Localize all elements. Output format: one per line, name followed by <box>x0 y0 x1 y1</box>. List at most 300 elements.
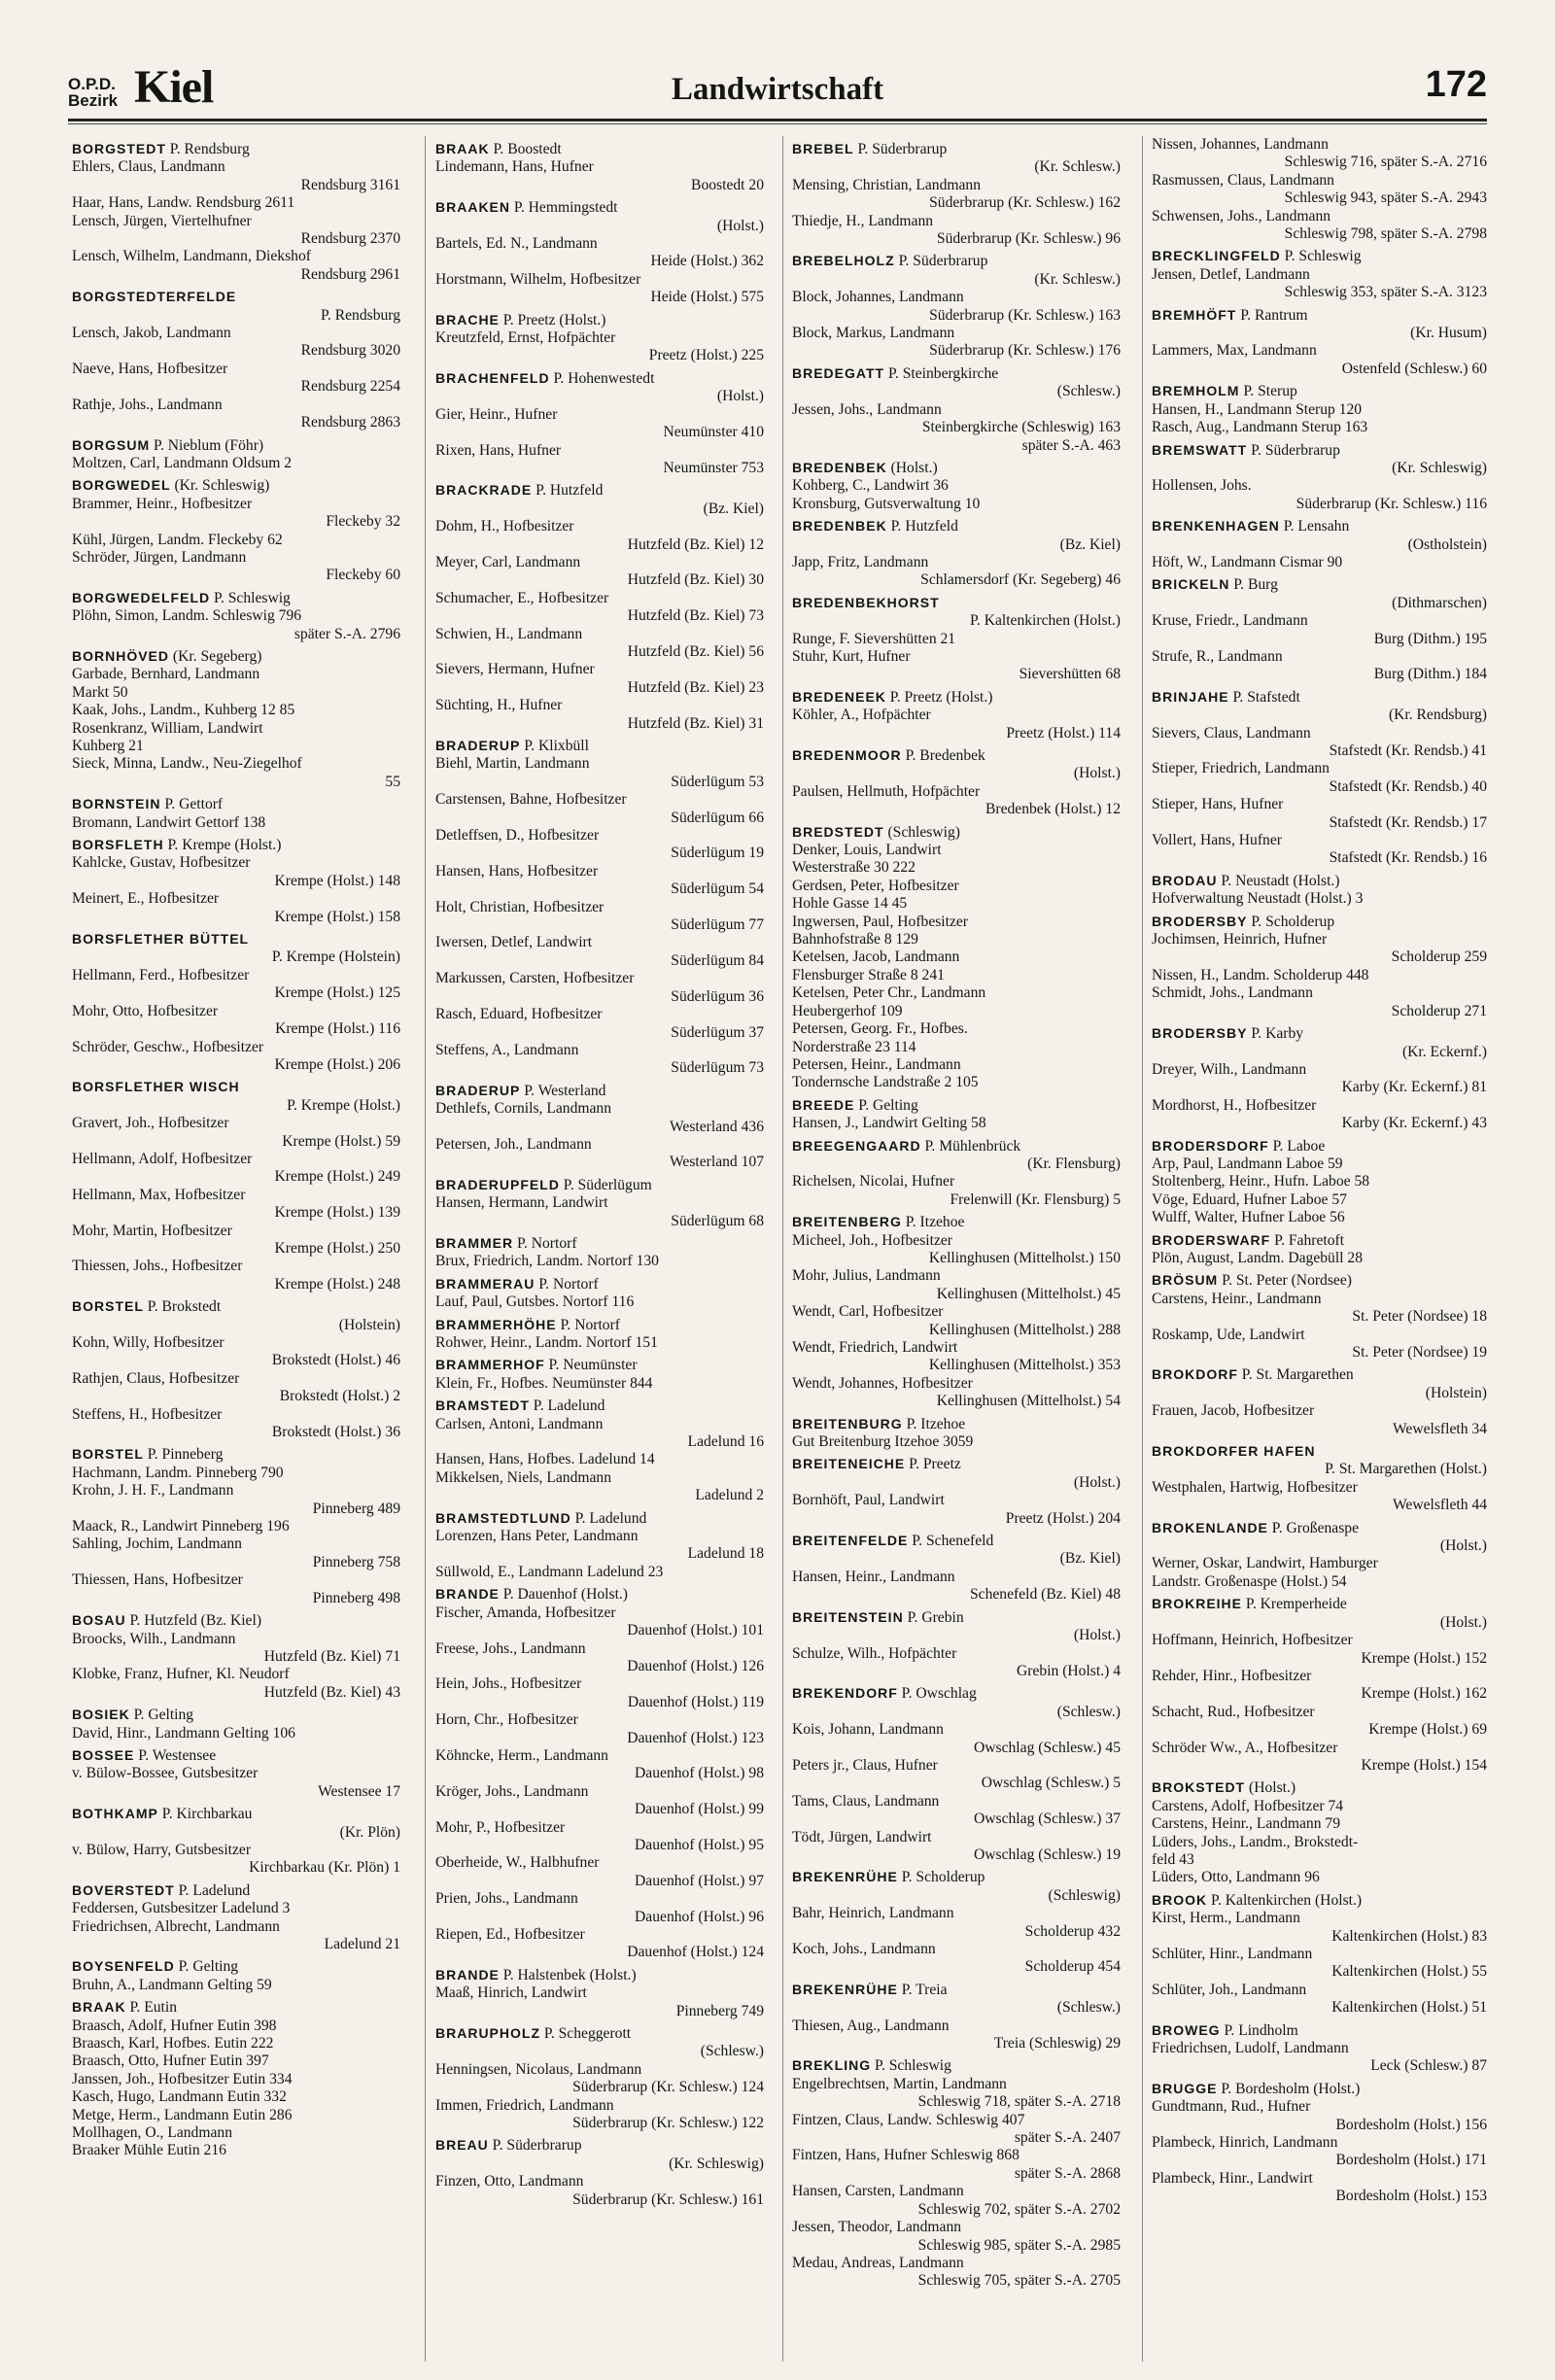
opd-text: O.P.D. <box>68 75 116 93</box>
entry-line: Wendt, Johannes, Hofbesitzer <box>792 1374 973 1392</box>
postal-office: P. Lindholm <box>1220 2021 1298 2039</box>
entry-line: Gier, Heinr., Hufner <box>435 405 558 423</box>
entry-phone-line: (Kr. Schleswig) <box>669 2155 764 2172</box>
entry-phone-line: Owschlag (Schlesw.) 5 <box>981 1775 1121 1792</box>
entry-line: Dreyer, Wilh., Landmann <box>1152 1060 1307 1078</box>
entry-phone-line: Stafstedt (Kr. Rendsb.) 16 <box>1329 849 1487 867</box>
place-name: BREBEL <box>792 141 854 156</box>
postal-office: P. Westerland <box>520 1082 606 1099</box>
entry-line: Mohr, P., Hofbesitzer <box>435 1818 566 1836</box>
place-heading <box>1152 441 1487 460</box>
entry-line: Hellmann, Adolf, Hofbesitzer <box>72 1150 253 1167</box>
place-name: BORGSTEDTERFELDE <box>72 289 237 305</box>
place-heading <box>435 1585 764 1604</box>
entry-line: Rehder, Hinr., Hofbesitzer <box>1152 1667 1312 1684</box>
entry-phone-line: Brokstedt (Holst.) 2 <box>279 1388 400 1405</box>
place-heading <box>435 1356 764 1374</box>
entry-line: Petersen, Heinr., Landmann <box>792 1055 961 1073</box>
entry-phone-line: Owschlag (Schlesw.) 45 <box>974 1739 1121 1756</box>
entry-line: Schröder Ww., A., Hofbesitzer <box>1152 1739 1338 1756</box>
postal-office: P. Hohenwestedt <box>549 369 655 387</box>
place-heading <box>72 1805 400 1823</box>
place-name: BOSAU <box>72 1612 126 1629</box>
entry-line: Sieck, Minna, Landw., Neu-Ziegelhof <box>72 755 302 773</box>
entry-line: Carstens, Heinr., Landmann 79 <box>1152 1815 1341 1833</box>
entry-phone-line: Brokstedt (Holst.) 36 <box>271 1424 400 1441</box>
entry-phone-line: Rendsburg 2863 <box>300 414 400 431</box>
entry-line: Block, Johannes, Landmann <box>792 289 964 306</box>
entry-line: Gerdsen, Peter, Hofbesitzer <box>792 877 959 894</box>
entry-line: Kois, Johann, Landmann <box>792 1721 944 1739</box>
place-heading <box>792 1213 1121 1231</box>
place-heading <box>72 1445 400 1464</box>
entry-phone-line: Westerland 436 <box>669 1118 764 1135</box>
entry-phone-line: (Kr. Eckernf.) <box>1401 1043 1487 1060</box>
entry-line: Kröger, Johs., Landmann <box>435 1782 589 1800</box>
place-name: BORSTEL <box>72 1446 144 1463</box>
postal-office: P. Hutzfeld <box>886 518 958 535</box>
entry-phone-line: Krempe (Holst.) 152 <box>1361 1649 1487 1667</box>
place-heading <box>72 436 400 455</box>
postal-office: P. Bredenbek <box>901 747 985 764</box>
entry-phone-line: Ladelund 16 <box>687 1433 764 1451</box>
entry-line: Riepen, Ed., Hofbesitzer <box>435 1926 585 1943</box>
entry-phone-line: Pinneberg 758 <box>312 1553 400 1570</box>
entry-phone-line: Schleswig 985, später S.-A. 2985 <box>917 2236 1121 2254</box>
entry-phone-line: Grebin (Holst.) 4 <box>1017 1662 1121 1679</box>
entry-line: Schröder, Geschw., Hofbesitzer <box>72 1038 264 1055</box>
entry-line: Runge, F. Sievershütten 21 <box>792 630 956 647</box>
entry-phone-line: Hutzfeld (Bz. Kiel) 12 <box>627 535 764 553</box>
entry-line: Stieper, Friedrich, Landmann <box>1152 760 1330 777</box>
place-name: BREITENBURG <box>792 1415 903 1431</box>
page-number: 172 <box>1425 64 1487 105</box>
place-heading <box>792 252 1121 270</box>
entry-phone-line: Dauenhof (Holst.) 126 <box>627 1657 764 1674</box>
place-heading <box>792 1981 1121 1999</box>
entry-phone-line: P. Krempe (Holst.) <box>287 1096 400 1114</box>
entry-line: Mohr, Julius, Landmann <box>792 1267 941 1285</box>
place-heading <box>72 288 400 306</box>
place-heading <box>1152 247 1487 265</box>
entry-phone-line: Pinneberg 489 <box>312 1500 400 1517</box>
place-heading <box>1152 2080 1487 2098</box>
postal-office: P. Nortorf <box>535 1275 599 1293</box>
entry-line: feld 43 <box>1152 1850 1194 1868</box>
postal-office: P. Westensee <box>134 1746 217 1764</box>
place-name: BRAMMER <box>435 1234 514 1251</box>
entry-line: Mikkelsen, Niels, Landmann <box>435 1468 612 1486</box>
entry-line: Wulff, Walter, Hufner Laboe 56 <box>1152 1209 1345 1226</box>
entry-line: Westerstraße 30 222 <box>792 859 916 877</box>
entry-phone-line: Schleswig 718, später S.-A. 2718 <box>917 2093 1121 2111</box>
place-heading <box>1152 872 1487 890</box>
entry-line: Lüders, Johs., Landm., Brokstedt- <box>1152 1833 1359 1850</box>
postal-office: P. Preetz (Holst.) <box>499 311 606 328</box>
entry-line: Köhncke, Herm., Landmann <box>435 1746 608 1764</box>
entry-line: Janssen, Joh., Hofbesitzer Eutin 334 <box>72 2070 293 2087</box>
entry-line: Friedrichsen, Ludolf, Landmann <box>1152 2040 1349 2057</box>
entry-line: Rasch, Aug., Landmann Sterup 163 <box>1152 419 1368 436</box>
place-name: BRAMSTEDTLUND <box>435 1509 571 1526</box>
postal-office: P. Scholderup <box>897 1869 985 1886</box>
entry-line: Friedrichsen, Albrecht, Landmann <box>72 1917 280 1935</box>
entry-line: Denker, Louis, Landwirt <box>792 842 942 859</box>
entry-phone-line: Krempe (Holst.) 148 <box>274 872 400 889</box>
place-name: BRENKENHAGEN <box>1152 518 1280 535</box>
entry-phone-line: (Holst.) <box>716 217 764 234</box>
entry-phone-line: (Schlesw.) <box>1056 383 1121 400</box>
postal-office: P. Boostedt <box>489 141 562 157</box>
entry-line: Ketelsen, Peter Chr., Landmann <box>792 984 986 1002</box>
postal-office: (Kr. Schleswig) <box>170 477 270 495</box>
entry-line: Bartels, Ed. N., Landmann <box>435 235 598 253</box>
entry-line: Thiedje, H., Landmann <box>792 212 934 229</box>
entry-phone-line: Krempe (Holst.) 154 <box>1361 1756 1487 1774</box>
entry-phone-line: (Kr. Husum) <box>1410 325 1487 342</box>
entry-line: Sievers, Claus, Landmann <box>1152 724 1311 742</box>
entry-phone-line: 55 <box>385 773 400 790</box>
place-name: BRINJAHE <box>1152 688 1229 705</box>
postal-office: P. Laboe <box>1268 1137 1326 1155</box>
entry-phone-line: (Schlesw.) <box>700 2043 764 2060</box>
entry-line: Ketelsen, Jacob, Landmann <box>792 949 960 966</box>
entry-phone-line: Westensee 17 <box>318 1782 400 1800</box>
entry-phone-line: später S.-A. 2868 <box>1014 2164 1121 2182</box>
entry-phone-line: Hutzfeld (Bz. Kiel) 56 <box>627 642 764 660</box>
entry-line: Lensch, Jürgen, Viertelhufner <box>72 212 252 229</box>
entry-phone-line: Sievershütten 68 <box>1019 666 1121 683</box>
postal-office: P. Schenefeld <box>908 1533 994 1550</box>
place-name: BREDSTEDT <box>792 823 884 840</box>
place-name: BRADERUP <box>435 738 521 753</box>
entry-line: Mollhagen, O., Landmann <box>72 2124 232 2142</box>
entry-line: Gundtmann, Rud., Hufner <box>1152 2098 1311 2116</box>
entry-line: Landstr. Großenaspe (Holst.) 54 <box>1152 1572 1347 1590</box>
entry-line: Brammer, Heinr., Hofbesitzer <box>72 495 253 512</box>
entry-phone-line: Ladelund 2 <box>695 1487 764 1504</box>
entry-line: Sievers, Hermann, Hufner <box>435 661 595 678</box>
entry-line: Thiessen, Hans, Hofbesitzer <box>72 1571 243 1589</box>
entry-line: Rosenkranz, William, Landwirt <box>72 719 263 737</box>
bezirk-text: Bezirk <box>68 91 119 110</box>
entry-phone-line: Dauenhof (Holst.) 119 <box>627 1693 764 1710</box>
postal-office: P. Eutin <box>125 1999 177 2017</box>
place-heading <box>435 1275 764 1293</box>
postal-office: P. Süderbrarup <box>488 2137 582 2155</box>
entry-phone-line: später S.-A. 2407 <box>1014 2129 1121 2147</box>
entry-line: Hellmann, Max, Hofbesitzer <box>72 1186 246 1203</box>
entry-phone-line: Süderlügum 84 <box>671 951 764 969</box>
entry-line: Maack, R., Landwirt Pinneberg 196 <box>72 1518 290 1535</box>
entry-phone-line: (Bz. Kiel) <box>1059 535 1121 553</box>
entry-phone-line: P. Kaltenkirchen (Holst.) <box>969 612 1121 630</box>
entry-line: Steffens, A., Landmann <box>435 1041 579 1058</box>
postal-office: P. Süderbrarup <box>1247 441 1340 459</box>
entry-line: Horn, Chr., Hofbesitzer <box>435 1711 578 1729</box>
entry-phone-line: Treia (Schleswig) 29 <box>993 2035 1121 2052</box>
entry-phone-line: Süderlügum 73 <box>671 1059 764 1077</box>
entry-line: Thiessen, Johs., Hofbesitzer <box>72 1258 243 1275</box>
entry-phone-line: Schleswig 705, später S.-A. 2705 <box>917 2272 1121 2290</box>
place-heading <box>792 1532 1121 1550</box>
entry-phone-line: Rendsburg 2961 <box>300 265 400 283</box>
entry-phone-line: (Kr. Plön) <box>339 1823 400 1841</box>
place-heading <box>1152 382 1487 400</box>
entry-phone-line: Süderbrarup (Kr. Schlesw.) 116 <box>1296 495 1487 512</box>
entry-line: Carstensen, Bahne, Hofbesitzer <box>435 791 627 809</box>
entry-phone-line: Scholderup 432 <box>1024 1922 1121 1940</box>
entry-line: Lauf, Paul, Gutsbes. Nortorf 116 <box>435 1293 635 1311</box>
place-heading <box>792 746 1121 765</box>
place-heading <box>72 1746 400 1765</box>
entry-line: Rohwer, Heinr., Landm. Nortorf 151 <box>435 1334 658 1351</box>
place-name: BRADERUP <box>435 1082 521 1098</box>
place-name: BREITENSTEIN <box>792 1608 904 1625</box>
place-heading <box>435 1509 764 1528</box>
place-name: BREKENRÜHE <box>792 1869 898 1885</box>
entry-phone-line: (Schlesw.) <box>1056 1999 1121 2017</box>
place-heading <box>72 647 400 666</box>
entry-phone-line: Süderbrarup (Kr. Schlesw.) 124 <box>572 2079 764 2096</box>
entry-phone-line: Süderlügum 53 <box>671 773 764 790</box>
entry-phone-line: (Kr. Schlesw.) <box>1034 270 1121 288</box>
entry-line: Kronsburg, Gutsverwaltung 10 <box>792 495 981 512</box>
postal-office: P. Halstenbek (Holst.) <box>499 1966 637 1983</box>
entry-phone-line: Krempe (Holst.) 162 <box>1361 1685 1487 1703</box>
entry-line: Braasch, Otto, Hufner Eutin 397 <box>72 2052 269 2070</box>
entry-phone-line: Heide (Holst.) 362 <box>650 253 764 270</box>
entry-line: David, Hinr., Landmann Gelting 106 <box>72 1724 295 1742</box>
place-heading <box>792 1137 1121 1156</box>
entry-phone-line: (Kr. Flensburg) <box>1027 1155 1121 1172</box>
entry-phone-line: Rendsburg 3020 <box>300 342 400 360</box>
entry-line: Micheel, Joh., Hofbesitzer <box>792 1231 952 1249</box>
place-heading <box>1152 517 1487 535</box>
place-name: BREBELHOLZ <box>792 253 895 269</box>
place-name: BROKENLANDE <box>1152 1519 1268 1535</box>
entry-line: Kirst, Herm., Landmann <box>1152 1910 1300 1927</box>
postal-office: P. Klixbüll <box>520 738 589 754</box>
entry-line: Carstens, Adolf, Hofbesitzer 74 <box>1152 1797 1344 1814</box>
entry-line: Rathjen, Claus, Hofbesitzer <box>72 1369 240 1387</box>
postal-office: P. Schleswig <box>871 2057 951 2075</box>
place-heading <box>792 517 1121 535</box>
postal-office: P. Hutzfeld (Bz. Kiel) <box>125 1612 262 1630</box>
entry-line: Richelsen, Nicolai, Hufner <box>792 1173 955 1190</box>
entry-phone-line: (Kr. Schleswig) <box>1392 459 1487 476</box>
entry-line: Schlüter, Joh., Landmann <box>1152 1981 1307 1998</box>
entry-phone-line: Scholderup 259 <box>1391 949 1487 966</box>
entry-line: Fintzen, Claus, Landw. Schleswig 407 <box>792 2111 1025 2128</box>
entry-line: Rasch, Eduard, Hofbesitzer <box>435 1006 603 1023</box>
entry-phone-line: Hutzfeld (Bz. Kiel) 73 <box>627 607 764 625</box>
place-heading <box>72 589 400 607</box>
entry-line: Bahnhofstraße 8 129 <box>792 931 918 949</box>
entry-phone-line: Bordesholm (Holst.) 156 <box>1335 2116 1487 2133</box>
entry-phone-line: Owschlag (Schlesw.) 19 <box>974 1845 1121 1863</box>
postal-office: P. Kremperheide <box>1242 1596 1347 1613</box>
entry-phone-line: Süderlügum 77 <box>671 916 764 934</box>
postal-office: P. Nortorf <box>556 1316 620 1333</box>
entry-phone-line: Süderbrarup (Kr. Schlesw.) 162 <box>929 194 1121 212</box>
place-heading <box>435 1397 764 1415</box>
place-name: BREMHÖFT <box>1152 306 1237 323</box>
place-heading <box>72 1611 400 1630</box>
entry-line: Tams, Claus, Landmann <box>792 1792 940 1810</box>
entry-line: Frauen, Jacob, Hofbesitzer <box>1152 1402 1315 1420</box>
entry-line: Hansen, Heinr., Landmann <box>792 1568 955 1585</box>
entry-line: Japp, Fritz, Landmann <box>792 553 929 570</box>
place-name: BOSSEE <box>72 1746 135 1763</box>
entry-phone-line: Krempe (Holst.) 250 <box>274 1239 400 1257</box>
entry-phone-line: Schleswig 943, später S.-A. 2943 <box>1284 190 1487 207</box>
entry-phone-line: Leck (Schlesw.) 87 <box>1370 2057 1487 2075</box>
page-header <box>68 58 1487 119</box>
entry-line: Rixen, Hans, Hufner <box>435 441 562 459</box>
entry-phone-line: Dauenhof (Holst.) 96 <box>635 1908 764 1925</box>
entry-line: Schumacher, E., Hofbesitzer <box>435 589 609 606</box>
entry-phone-line: St. Peter (Nordsee) 18 <box>1352 1308 1487 1326</box>
entry-line: Wendt, Carl, Hofbesitzer <box>792 1303 944 1321</box>
entry-phone-line: P. St. Margarethen (Holst.) <box>1325 1461 1487 1478</box>
entry-line: Gravert, Joh., Hofbesitzer <box>72 1115 229 1132</box>
entry-phone-line: Krempe (Holst.) 158 <box>274 908 400 925</box>
entry-phone-line: Dauenhof (Holst.) 99 <box>635 1801 764 1818</box>
entry-phone-line: Preetz (Holst.) 114 <box>1006 724 1121 742</box>
entry-phone-line: Brokstedt (Holst.) 46 <box>271 1352 400 1369</box>
place-heading <box>792 688 1121 707</box>
entry-phone-line: Schleswig 716, später S.-A. 2716 <box>1284 154 1487 171</box>
entry-phone-line: später S.-A. 463 <box>1021 436 1121 454</box>
entry-line: Kahlcke, Gustav, Hofbesitzer <box>72 854 251 872</box>
entry-line: Norderstraße 23 114 <box>792 1038 916 1055</box>
entry-line: Arp, Paul, Landmann Laboe 59 <box>1152 1155 1343 1172</box>
entry-line: Kohn, Willy, Hofbesitzer <box>72 1334 225 1351</box>
place-name: BREITENBERG <box>792 1214 902 1230</box>
place-heading <box>435 2024 764 2043</box>
entry-line: Süllwold, E., Landmann Ladelund 23 <box>435 1563 664 1580</box>
entry-phone-line: Krempe (Holst.) 248 <box>274 1275 400 1293</box>
entry-phone-line: Hutzfeld (Bz. Kiel) 43 <box>263 1683 400 1701</box>
entry-line: Meyer, Carl, Landmann <box>435 553 581 570</box>
entry-line: Mordhorst, H., Hofbesitzer <box>1152 1096 1317 1114</box>
place-name: BRAAK <box>72 1999 126 2016</box>
entry-phone-line: Süderlügum 54 <box>671 880 764 898</box>
postal-office: P. Kirchbarkau <box>157 1806 253 1823</box>
place-heading <box>1152 2021 1487 2040</box>
place-heading <box>435 369 764 388</box>
place-heading <box>435 481 764 500</box>
postal-office: P. Owschlag <box>897 1685 977 1703</box>
place-heading <box>435 311 764 329</box>
place-name: BRODERSDORF <box>1152 1137 1269 1154</box>
place-name: BOVERSTEDT <box>72 1881 175 1898</box>
entry-line: Kaak, Johs., Landm., Kuhberg 12 85 <box>72 702 295 719</box>
entry-line: Plön, August, Landm. Dagebüll 28 <box>1152 1249 1364 1266</box>
place-name: BORGSTEDT <box>72 141 166 156</box>
entry-line: Jessen, Theodor, Landmann <box>792 2219 962 2236</box>
place-name: BORGWEDELFELD <box>72 589 211 605</box>
entry-phone-line: (Kr. Rendsburg) <box>1388 707 1487 724</box>
entry-phone-line: Süderbrarup (Kr. Schlesw.) 163 <box>929 306 1121 324</box>
entry-phone-line: Süderlügum 36 <box>671 987 764 1005</box>
entry-line: Holt, Christian, Hofbesitzer <box>435 898 605 915</box>
entry-phone-line: Bordesholm (Holst.) 171 <box>1335 2152 1487 2169</box>
place-heading <box>792 1684 1121 1703</box>
place-name: BORSFLETH <box>72 837 164 853</box>
entry-line: Prien, Johs., Landmann <box>435 1890 578 1908</box>
postal-office: P. Pinneberg <box>143 1446 224 1464</box>
entry-line: Moltzen, Carl, Landmann Oldsum 2 <box>72 454 293 471</box>
postal-office: P. Fahretoft <box>1270 1231 1345 1249</box>
postal-office: (Holst.) <box>1245 1779 1296 1797</box>
section-title: Landwirtschaft <box>671 72 884 107</box>
place-name: BROKDORF <box>1152 1366 1238 1383</box>
place-heading <box>792 823 1121 842</box>
entry-phone-line: Fleckeby 32 <box>326 513 400 531</box>
postal-office: P. Nortorf <box>513 1234 577 1252</box>
postal-office: P. St. Margarethen <box>1237 1366 1354 1384</box>
entry-phone-line: Schleswig 702, später S.-A. 2702 <box>917 2200 1121 2218</box>
entry-line: Braaker Mühle Eutin 216 <box>72 2142 226 2159</box>
entry-line: Hachmann, Landm. Pinneberg 790 <box>72 1464 284 1481</box>
postal-office: P. Schleswig <box>1280 248 1362 265</box>
place-name: BROKDORFER HAFEN <box>1152 1443 1316 1460</box>
place-name: BORSTEL <box>72 1298 144 1315</box>
place-name: BREDENBEK <box>792 518 887 535</box>
postal-office: P. Rantrum <box>1236 306 1308 324</box>
column-divider <box>782 136 783 2362</box>
entry-line: Henningsen, Nicolaus, Landmann <box>435 2060 642 2078</box>
entry-line: Petersen, Joh., Landmann <box>435 1135 592 1153</box>
place-name: BORGWEDEL <box>72 477 171 494</box>
place-heading <box>1152 1137 1487 1156</box>
place-name: BROKSTEDT <box>1152 1779 1246 1796</box>
entry-line: Schwien, H., Landmann <box>435 625 583 642</box>
entry-line: Sahling, Jochim, Landmann <box>72 1535 242 1553</box>
place-heading <box>72 836 400 854</box>
entry-line: Schlüter, Hinr., Landmann <box>1152 1946 1313 1962</box>
entry-line: Biehl, Martin, Landmann <box>435 755 590 773</box>
place-name: BREITENEICHE <box>792 1456 906 1472</box>
entry-phone-line: Frelenwill (Kr. Flensburg) 5 <box>950 1190 1121 1208</box>
place-heading <box>792 364 1121 383</box>
entry-line: Kühl, Jürgen, Landm. Fleckeby 62 <box>72 531 283 548</box>
place-name: BORSFLETHER BÜTTEL <box>72 931 250 948</box>
entry-line: Klobke, Franz, Hufner, Kl. Neudorf <box>72 1666 290 1683</box>
entry-phone-line: Bordesholm (Holst.) 153 <box>1335 2188 1487 2205</box>
entry-phone-line: (Dithmarschen) <box>1392 594 1487 611</box>
entry-line: Strufe, R., Landmann <box>1152 647 1283 665</box>
postal-office: (Schleswig) <box>883 823 960 841</box>
place-name: BREKENDORF <box>792 1685 898 1702</box>
entry-phone-line: Dauenhof (Holst.) 124 <box>627 1944 764 1961</box>
place-heading <box>1152 1595 1487 1613</box>
entry-phone-line: (Bz. Kiel) <box>1059 1550 1121 1568</box>
entry-line: Kohberg, C., Landwirt 36 <box>792 477 949 495</box>
entry-phone-line: Boostedt 20 <box>691 176 764 193</box>
entry-phone-line: Preetz (Holst.) 204 <box>1005 1509 1121 1527</box>
entry-line: Plambeck, Hinr., Landwirt <box>1152 2169 1313 2187</box>
entry-line: Jochimsen, Heinrich, Hufner <box>1152 931 1328 949</box>
place-heading <box>72 476 400 495</box>
entry-line: Markt 50 <box>72 683 128 701</box>
entry-phone-line: Neumünster 410 <box>663 424 764 441</box>
place-heading <box>1152 1365 1487 1384</box>
postal-office: P. Rendsburg <box>165 141 250 157</box>
postal-office: P. Großenaspe <box>1267 1519 1360 1536</box>
